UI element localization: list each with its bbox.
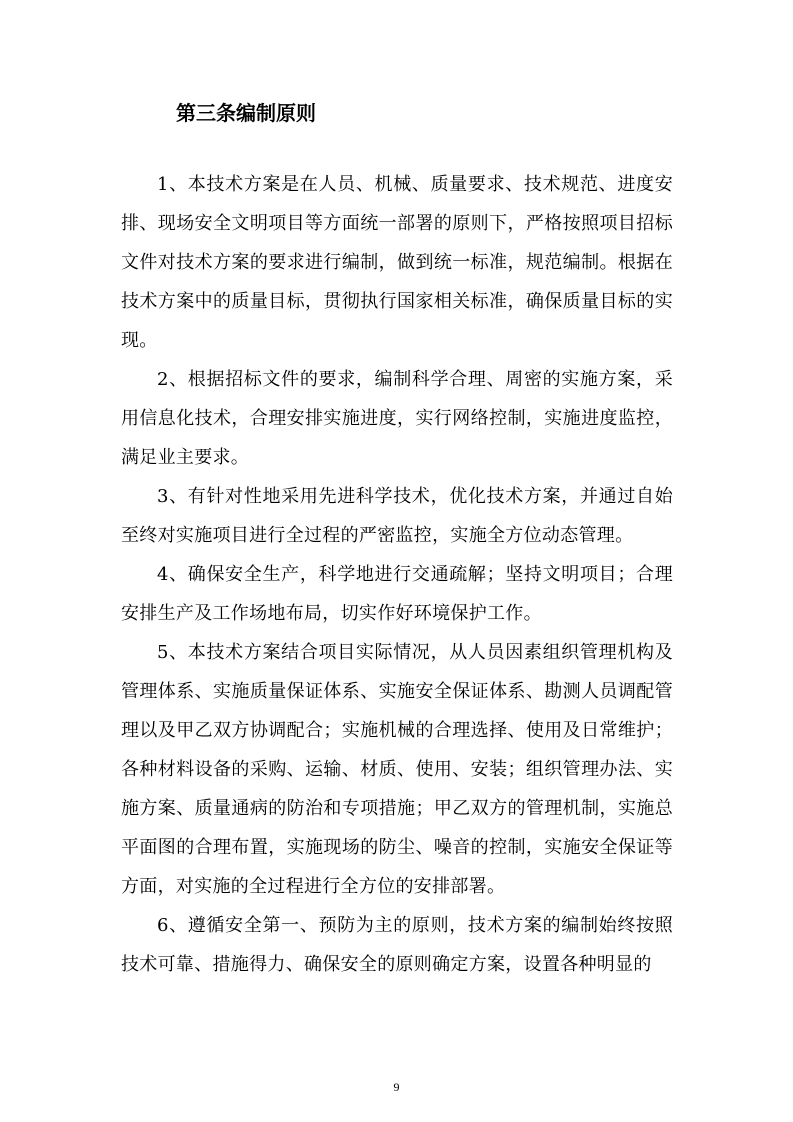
- paragraph-6: 6、遵循安全第一、预防为主的原则，技术方案的编制始终按照技术可靠、措施得力、确保安全的原则确定方案，设置各种明显的: [121, 915, 673, 975]
- paragraph-1: 1、本技术方案是在人员、机械、质量要求、技术规范、进度安排、现场安全文明项目等方面统一部署的原则下，严格按照项目招标文件对技术方案的要求进行编制，做到统一标准，规范编制。根据在技术方案中的质量目标，贯彻执行国家相关标准，确保质量目标的实现。: [121, 174, 673, 351]
- page-number: 9: [393, 1080, 400, 1094]
- paragraph-3: 3、有针对性地采用先进科学技术，优化技术方案，并通过自始至终对实施项目进行全过程的严密监控，实施全方位动态管理。: [121, 486, 673, 546]
- paragraph-2: 2、根据招标文件的要求，编制科学合理、周密的实施方案，采用信息化技术，合理安排实施进度，实行网络控制，实施进度监控，满足业主要求。: [121, 369, 673, 468]
- paragraph-4: 4、确保安全生产，科学地进行交通疏解；坚持文明项目；合理安排生产及工作场地布局，切实作好环境保护工作。: [121, 564, 673, 624]
- paragraph-5: 5、本技术方案结合项目实际情况，从人员因素组织管理机构及管理体系、实施质量保证体系、实施安全保证体系、勘测人员调配管理以及甲乙双方协调配合；实施机械的合理选择、使用及日常维护；各种材料设备的采购、运输、材质、使用、安装；组织管理办法、实施方案、质量通病的防治和专项措施；甲乙双方的管理机制，实施总平面图的合理布置，实施现场的防尘、噪音的控制，实施安全保证等方面，对实施的全过程进行全方位的安排部署。: [121, 642, 673, 897]
- body-text: [121, 165, 673, 984]
- section-title: 第三条编制原则: [176, 101, 316, 125]
